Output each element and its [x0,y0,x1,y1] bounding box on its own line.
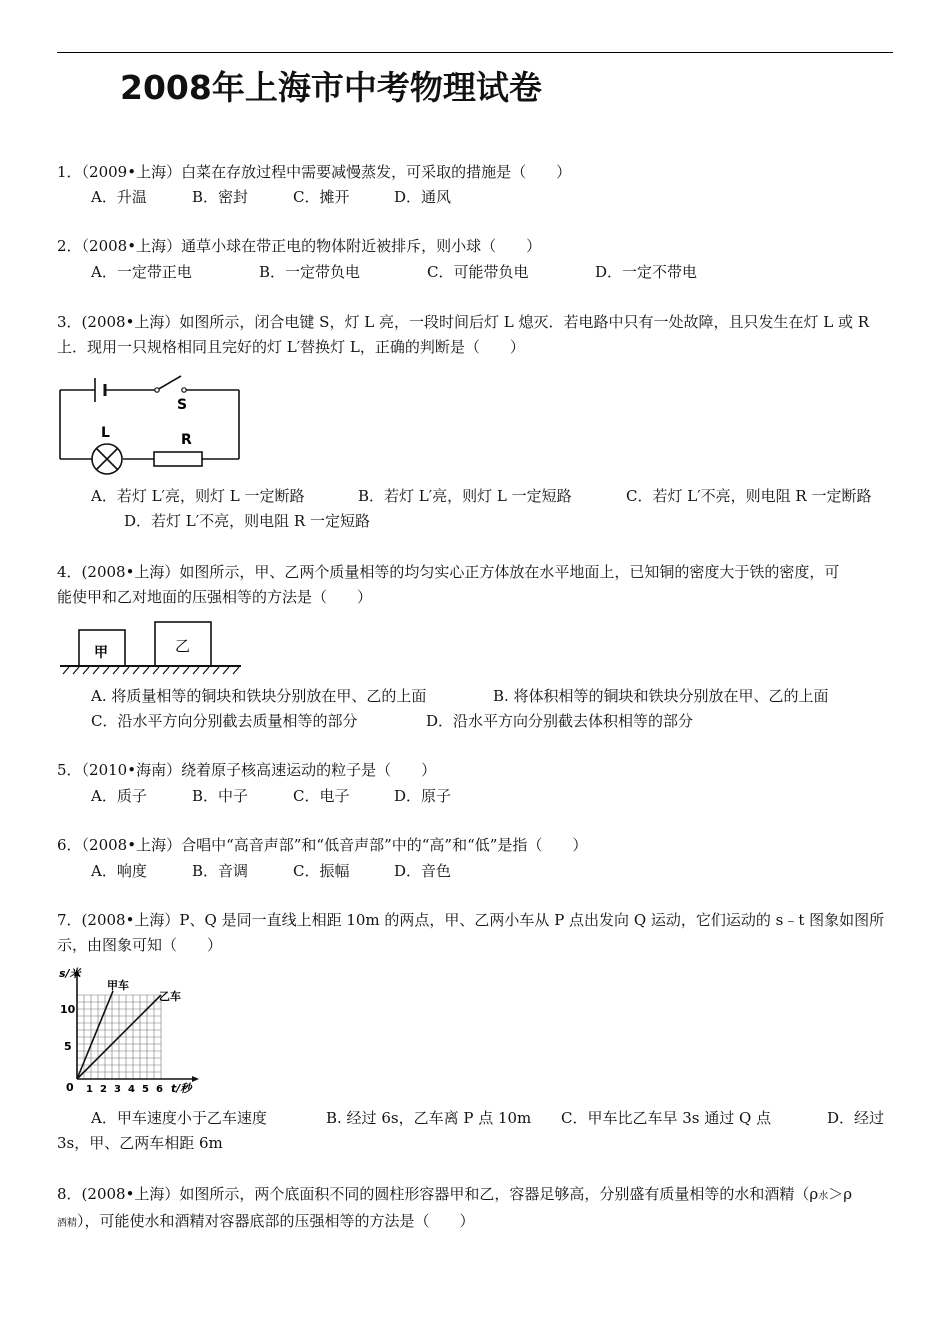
question-4-stem-line-2: 能使甲和乙对地面的压强相等的方法是（ ） [57,588,373,606]
question-2-options [91,260,697,285]
question-4-stem [57,560,893,610]
x-tick-3: 3 [114,1084,121,1095]
x-tick-5: 5 [142,1084,149,1095]
question-8-stem-line-1 [57,1182,893,1209]
y-tick-10: 10 [60,1003,76,1016]
line-b-label: 乙车 [159,990,181,1003]
option-b: B．若灯 L′亮，则灯 L 一定短路 [358,487,572,505]
x-tick-1: 1 [86,1084,93,1095]
question-7-options-line-1 [91,1106,884,1131]
question-6-stem: 6．（2008•上海）合唱中“高音声部”和“低音声部”中的“高”和“低”是指（ ） [57,836,588,854]
block-b-label: 乙 [175,637,191,655]
question-8-stem [57,1182,893,1236]
line-a-label: 甲车 [107,979,129,992]
resistor-label: R [181,432,192,448]
lamp-label: L [101,425,110,441]
option-c: C．可能带负电 [427,263,529,281]
question-8-stem-line-2 [57,1209,893,1236]
option-b: B．一定带负电 [259,263,361,281]
option-b: B. 经过 6s，乙车离 P 点 10m [326,1109,532,1127]
option-a: A．升温 [91,188,147,206]
option-c: C．电子 [293,787,350,805]
switch-label: S [177,397,188,413]
question-7-stem [57,908,893,958]
greater-than-rho: ＞ρ [828,1185,853,1203]
resistor-r [154,452,202,466]
question-5-stem: 5．（2010•海南）绕着原子核高速运动的粒子是（ ） [57,761,437,779]
x-tick-6: 6 [156,1084,163,1095]
x-axis-arrow [192,1076,199,1082]
question-1-options [91,185,451,210]
origin-label: 0 [66,1081,74,1094]
x-axis-label: t/秒 [171,1082,192,1095]
rho-subscript-alcohol: 酒精 [57,1218,77,1229]
question-3-options-line-2 [124,509,370,534]
x-tick-2: 2 [100,1084,107,1095]
question-8-stem-text-2: ），可能使水和酒精对容器底部的压强相等的方法是（ ） [77,1212,475,1230]
st-graph [57,967,207,1097]
option-a: A．响度 [91,862,147,880]
option-a: A．甲车速度小于乙车速度 [91,1109,267,1127]
question-3-stem [57,310,893,360]
circuit-diagram [57,368,247,478]
question-4-options-line-1 [91,684,829,709]
header-rule [57,52,893,53]
y-tick-5: 5 [64,1040,72,1053]
question-2-stem: 2．（2008•上海）通草小球在带正电的物体附近被排斥，则小球（ ） [57,237,542,255]
option-c: C．摊开 [293,188,350,206]
option-a: A. 将质量相等的铜块和铁块分别放在甲、乙的上面 [91,687,427,705]
page-title: 2008年上海市中考物理试卷 [120,68,542,107]
option-d: D．原子 [394,787,452,805]
question-8-stem-text: 8．(2008•上海）如图所示，两个底面积不同的圆柱形容器甲和乙，容器足够高，分别盛有质量相等的水和酒精（ρ [57,1185,819,1203]
question-1-stem: 1．（2009•上海）白菜在存放过程中需要减慢蒸发，可采取的措施是（ ） [57,163,572,181]
option-b: B．密封 [192,188,249,206]
option-c: C．甲车比乙车早 3s 通过 Q 点 [561,1109,772,1127]
question-5-options [91,784,451,809]
option-a: A．一定带正电 [91,263,192,281]
option-b: B．音调 [192,862,249,880]
option-c: C．振幅 [293,862,350,880]
question-7-stem-line-2: 示，由图象可知（ ） [57,936,223,954]
option-c: C．若灯 L′不亮，则电阻 R 一定断路 [626,487,872,505]
option-d: D．一定不带电 [595,263,698,281]
question-3-options-line-1 [91,484,871,509]
question-7-stem-line-1: 7．(2008•上海）P、Q 是同一直线上相距 10m 的两点，甲、乙两小车从 P 点出发向 Q 运动，它们运动的 s﹣t 图象如图所 [57,911,885,929]
blocks-diagram [57,620,247,678]
option-d: D．经过 [827,1109,885,1127]
question-4-stem-line-1: 4．(2008•上海）如图所示，甲、乙两个质量相等的均匀实心正方体放在水平地面上，已知铜的密度大于铁的密度，可 [57,563,840,581]
x-tick-4: 4 [128,1084,135,1095]
question-4-options-line-2 [91,709,693,734]
question-6-options [91,859,451,884]
line-a [77,991,113,1079]
option-b: B．中子 [192,787,249,805]
question-3-stem-line-2: 上．现用一只规格相同且完好的灯 L′替换灯 L，正确的判断是（ ） [57,338,525,356]
option-a: A．若灯 L′亮，则灯 L 一定断路 [91,487,305,505]
switch-blade [157,376,181,390]
question-7-options-line-2: 3s，甲、乙两车相距 6m [57,1134,223,1152]
y-axis-label: s/米 [59,967,81,980]
option-d: D．沿水平方向分别截去体积相等的部分 [426,712,694,730]
option-c: C．沿水平方向分别截去质量相等的部分 [91,712,358,730]
option-d: D．通风 [394,188,452,206]
option-d: D．音色 [394,862,452,880]
block-a-label: 甲 [94,645,108,661]
option-a: A．质子 [91,787,147,805]
question-3-stem-line-1: 3．(2008•上海）如图所示，闭合电键 S，灯 L 亮，一段时间后灯 L 熄灭．若电路中只有一处故障，且只发生在灯 L 或 R [57,313,870,331]
rho-subscript-water: 水 [818,1191,829,1202]
option-b: B. 将体积相等的铜块和铁块分别放在甲、乙的上面 [493,687,829,705]
option-d: D．若灯 L′不亮，则电阻 R 一定短路 [124,512,370,530]
